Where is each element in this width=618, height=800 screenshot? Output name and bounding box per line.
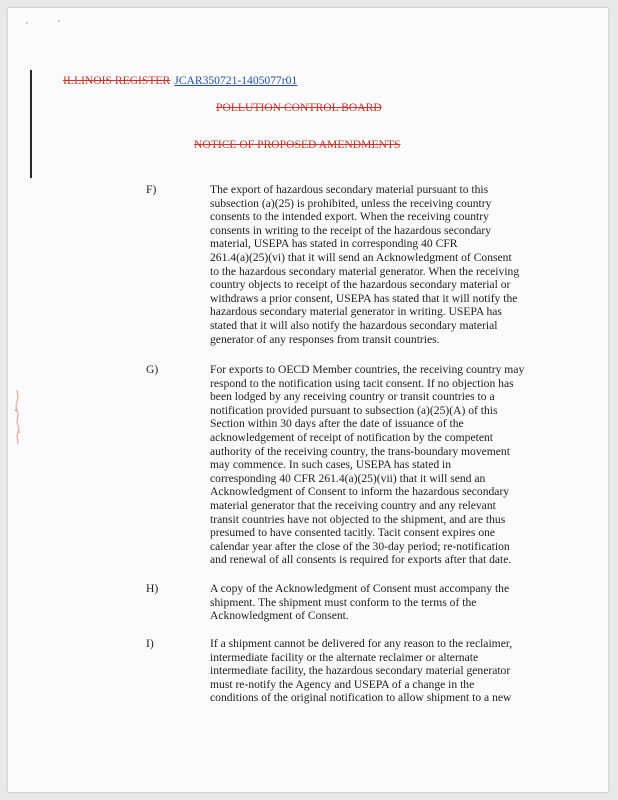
item-text: A copy of the Acknowledgment of Consent must accompany the shipment. The shipment must conform to the terms of the Acknowledgment of Consent.: [210, 582, 510, 623]
register-inserted-text: JCAR350721-1405077r01: [174, 74, 298, 87]
margin-ink-mark: [12, 388, 22, 448]
register-struck-text: ILLINOIS REGISTER: [63, 74, 171, 87]
item-text: If a shipment cannot be delivered for any reason to the reclaimer, intermediate facility or the alternate reclaimer or alternate intermediate facility, the hazardous secondary material generator must re-notify the Agency and USEPA of a change in the conditions of the original notification to allow shipment to a new: [210, 637, 513, 705]
revision-change-bar: [30, 70, 32, 178]
document-page: [8, 8, 608, 792]
scan-speck: [58, 20, 60, 22]
item-label: I): [146, 637, 154, 650]
board-header: POLLUTION CONTROL BOARD: [216, 101, 382, 114]
item-label: H): [146, 582, 159, 595]
item-text: For exports to OECD Member countries, the receiving country may respond to the notification using tacit consent. If no objection has been lodged by any receiving country or transit countries to a notification provided pursuant to subsection (a)(25)(A) of this Section within 30 days after the date of issuance of the acknowledgement of receipt of notification by the competent authority of the receiving country, the trans-boundary movement may commence. In such cases, USEPA has stated in corresponding 40 CFR 261.4(a)(25)(vii) that it will send an Acknowledgment of Consent to inform the hazardous secondary material generator that the receiving country and any relevant transit countries have not objected to the shipment, and are thus presumed to have consented tacitly. Tacit consent expires one calendar year after the close of the 30-day period; re-notification and renewal of all consents is required for exports after that date.: [210, 363, 525, 567]
scan-speck: [26, 22, 28, 24]
item-text: The export of hazardous secondary material pursuant to this subsection (a)(25) is prohibited, unless the receiving country consents to the intended export. When the receiving country consents in writing to the receipt of the hazardous secondary material, USEPA has stated in corresponding 40 CFR 261.4(a)(25)(vi) that it will send an Acknowledgment of Consent to the hazardous secondary material generator. When the receiving country objects to receipt of the hazardous secondary material or withdraws a prior consent, USEPA has stated that it will notify the hazardous secondary material generator in writing. USEPA has stated that it will also notify the hazardous secondary material generator of any responses from transit countries.: [210, 183, 520, 346]
item-label: F): [146, 183, 157, 196]
item-label: G): [146, 363, 159, 376]
register-header: [63, 74, 297, 88]
notice-header: NOTICE OF PROPOSED AMENDMENTS: [194, 138, 401, 151]
